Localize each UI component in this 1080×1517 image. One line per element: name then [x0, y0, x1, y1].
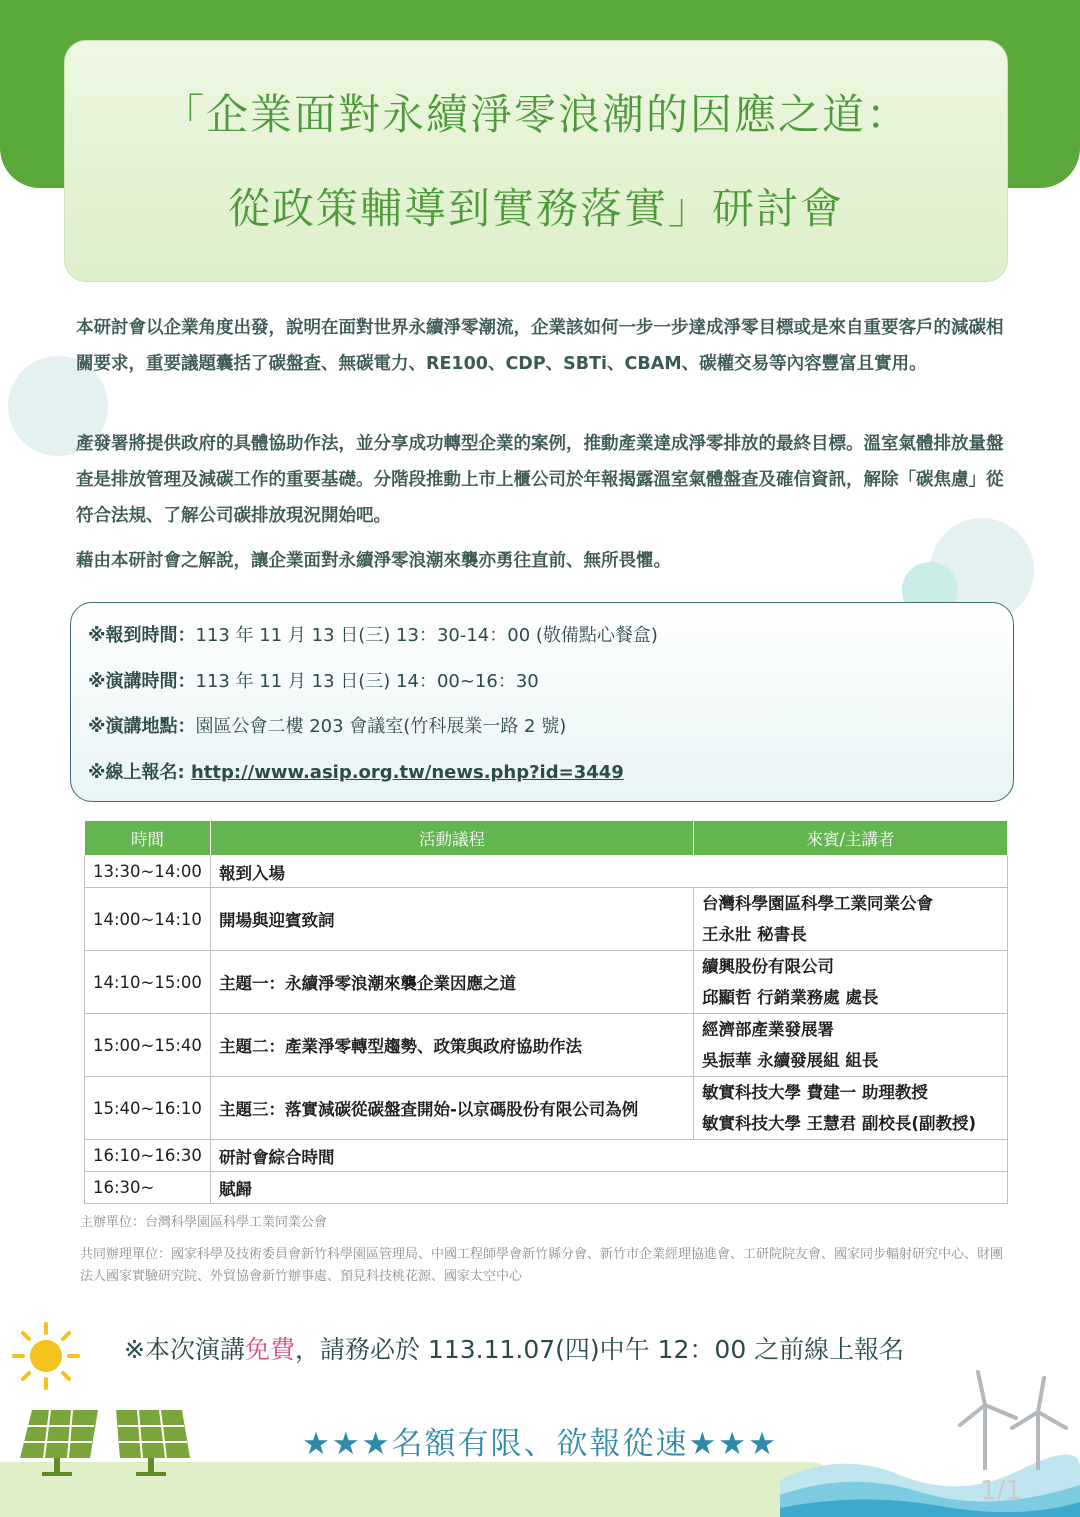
speaker-line: 邱顯哲 行銷業務處 處長 [701, 988, 879, 1007]
schedule-table [84, 820, 1008, 1204]
table-header-row [85, 821, 1008, 856]
row-agenda: 主題三：落實減碳從碳盤查開始-以京碼股份有限公司為例 [210, 1077, 693, 1140]
table-row [85, 1077, 1008, 1140]
checkin-time [88, 621, 658, 647]
table-row [85, 856, 1008, 888]
checkin-label: ※報到時間： [88, 625, 196, 646]
row-time: 14:00~14:10 [85, 888, 211, 951]
notice-pre: ※本次演講 [124, 1335, 245, 1364]
table-row [85, 1014, 1008, 1077]
row-agenda: 主題二：產業淨零轉型趨勢、政策與政府協助作法 [210, 1014, 693, 1077]
speaker-line: 續興股份有限公司 [701, 957, 834, 976]
row-time: 16:30~ [85, 1172, 211, 1204]
intro-paragraph-1: 本研討會以企業角度出發，說明在面對世界永續淨零潮流，企業該如何一步一步達成淨零目標或是來自重要客戶的減碳相關要求，重要議題囊括了碳盤查、無碳電力、RE100、CDP、SBTi、CBAM、碳權交易等內容豐富且實用。 [76, 318, 1004, 374]
speaker-line: 台灣科學園區科學工業同業公會 [701, 894, 933, 913]
speaker-line: 敏實科技大學 費建一 助理教授 [701, 1083, 928, 1102]
talk-location [88, 712, 566, 738]
row-agenda: 主題一：永續淨零浪潮來襲企業因應之道 [210, 951, 693, 1014]
row-time: 15:40~16:10 [85, 1077, 211, 1140]
row-speaker [693, 1014, 1007, 1077]
speaker-line: 王永壯 秘書長 [701, 925, 807, 944]
online-signup [88, 758, 624, 784]
page-title-line2: 從政策輔導到實務落實」研討會 [227, 184, 844, 233]
talk-time [88, 667, 539, 693]
organizer-text: 主辦單位：台灣科學園區科學工業同業公會 [80, 1215, 328, 1230]
notice-free: 免費 [244, 1335, 295, 1364]
table-row [85, 888, 1008, 951]
row-time: 16:10~16:30 [85, 1140, 211, 1172]
row-time: 14:10~15:00 [85, 951, 211, 1014]
page-number: 1/1 [980, 1476, 1022, 1506]
row-speaker [693, 888, 1007, 951]
place-value: 園區公會二樓 203 會議室(竹科展業一路 2 號) [195, 716, 567, 737]
page-title-line1: 「企業面對永續淨零浪潮的因應之道： [161, 90, 910, 139]
table-row [85, 1172, 1008, 1204]
signup-link[interactable]: http://www.asip.org.tw/news.php?id=3449 [190, 762, 624, 783]
row-agenda: 研討會綜合時間 [210, 1140, 1007, 1172]
table-row [85, 951, 1008, 1014]
row-time: 13:30~14:00 [85, 856, 211, 888]
header-time: 時間 [85, 821, 211, 856]
talk-label: ※演講時間： [88, 671, 196, 692]
slogan: ★★★名額有限、欲報從速★★★ [302, 1426, 778, 1462]
row-agenda: 報到入場 [210, 856, 1007, 888]
notice-post: ，請務必於 113.11.07(四)中午 12：00 之前線上報名 [294, 1335, 905, 1364]
checkin-value: 113 年 11 月 13 日(三) 13：30-14：00 (敬備點心餐盒) [195, 625, 658, 646]
header-speaker: 來賓/主講者 [693, 821, 1007, 856]
table-row [85, 1140, 1008, 1172]
speaker-line: 敏實科技大學 王慧君 副校長(副教授) [701, 1114, 977, 1133]
row-agenda: 開場與迎賓致詞 [210, 888, 693, 951]
place-label: ※演講地點： [88, 716, 196, 737]
row-agenda: 賦歸 [210, 1172, 1007, 1204]
title-card [64, 40, 1008, 282]
free-registration-notice [124, 1330, 904, 1366]
talk-value: 113 年 11 月 13 日(三) 14：00~16：30 [195, 671, 539, 692]
sun-icon [10, 1320, 82, 1392]
intro-paragraph-3: 藉由本研討會之解說，讓企業面對永續淨零浪潮來襲亦勇往直前、無所畏懼。 [76, 551, 671, 571]
row-time: 15:00~15:40 [85, 1014, 211, 1077]
signup-label: ※線上報名: [88, 762, 191, 783]
speaker-line: 經濟部產業發展署 [701, 1020, 834, 1039]
row-speaker [693, 951, 1007, 1014]
co-organizer-text: 共同辦理單位：國家科學及技術委員會新竹科學園區管理局、中國工程師學會新竹縣分會、新竹市企業經理協進會、工研院院友會、國家同步輻射研究中心、財團法人國家實驗研究院、外貿協會新竹辦事處、預見科技桃花源、國家太空中心 [80, 1247, 1004, 1284]
intro-paragraph-2: 產發署將提供政府的具體協助作法，並分享成功轉型企業的案例，推動產業達成淨零排放的最終目標。溫室氣體排放量盤查是排放管理及減碳工作的重要基礎。分階段推動上市上櫃公司於年報揭露溫室氣體盤查及確信資訊，解除「碳焦慮」從符合法規、了解公司碳排放現況開始吧。 [76, 434, 1004, 526]
speaker-line: 吳振華 永續發展組 組長 [701, 1051, 879, 1070]
row-speaker [693, 1077, 1007, 1140]
header-agenda: 活動議程 [210, 821, 693, 856]
